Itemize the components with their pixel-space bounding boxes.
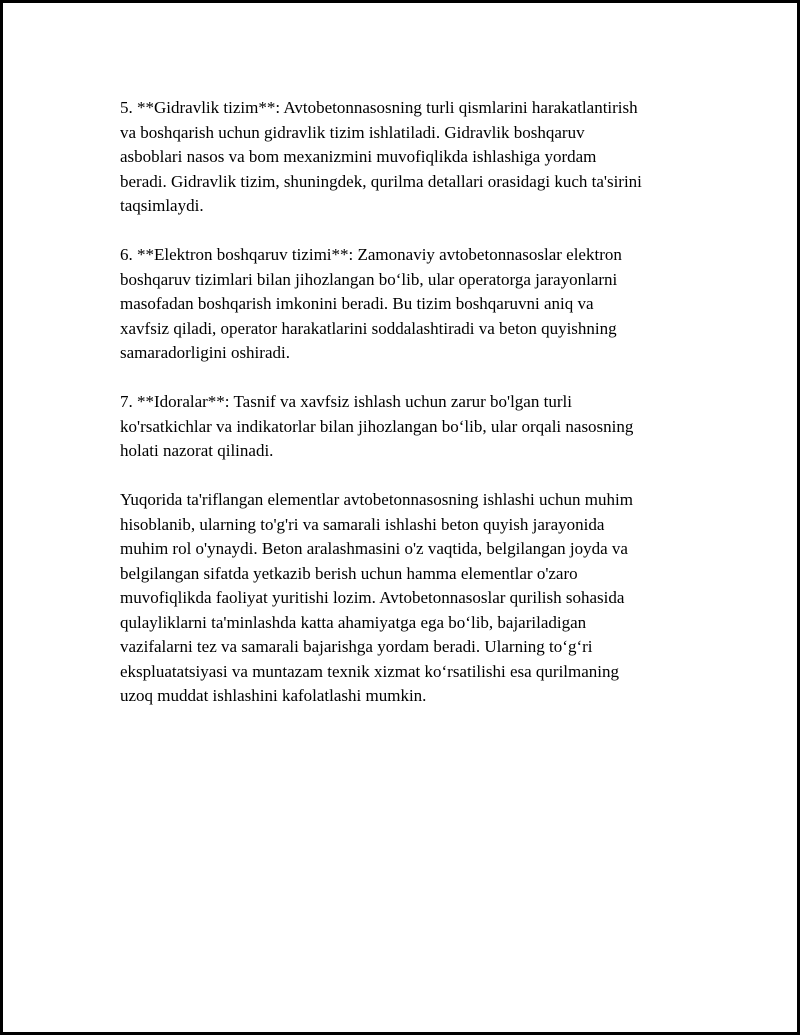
paragraph-electronic-control: 6. **Elektron boshqaruv tizimi**: Zamonaviy avtobetonnasoslar elektron boshqaruv tizimlari bilan jihozlangan bo‘lib, ular operatorga jarayonlarni masofadan boshqarish imkonini beradi. Bu tizim boshqaruvni aniq va xavfsiz qiladi, operator harakatlarini soddalashtiradi va beton quyishning samaradorligini oshiradi. [120, 245, 622, 362]
paragraph-conclusion: Yuqorida ta'riflangan elementlar avtobetonnasosning ishlashi uchun muhim hisoblanib, ularning to'g'ri va samarali ishlashi beton quyish jarayonida muhim rol o'ynaydi. Beton aralashmasini o'z vaqtida, belgilangan joyda va belgilangan sifatda yetkazib berish uchun hamma elementlar o'zaro muvofiqlikda faoliyat yuritishi lozim. Avtobetonnasoslar qurilish sohasida qulayliklarni ta'minlashda katta ahamiyatga ega bo‘lib, bajariladigan vazifalarni tez va samarali bajarishga yordam beradi. Ularning to‘g‘ri ekspluatatsiyasi va muntazam texnik xizmat ko‘rsatilishi esa qurilmaning uzoq muddat ishlashini kafolatlashi mumkin. [120, 490, 633, 705]
document-body [120, 96, 690, 733]
paragraph-controls: 7. **Idoralar**: Tasnif va xavfsiz ishlash uchun zarur bo'lgan turli ko'rsatkichlar va indikatorlar bilan jihozlangan bo‘lib, ular orqali nasosning holati nazorat qilinadi. [120, 392, 634, 460]
paragraph-hydraulic-system: 5. **Gidravlik tizim**: Avtobetonnasosning turli qismlarini harakatlantirish va boshqarish uchun gidravlik tizim ishlatiladi. Gidravlik boshqaruv asboblari nasos va bom mexanizmini muvofiqlikda ishlashiga yordam beradi. Gidravlik tizim, shuningdek, qurilma detallari orasidagi kuch ta'sirini taqsimlaydi. [120, 98, 642, 215]
